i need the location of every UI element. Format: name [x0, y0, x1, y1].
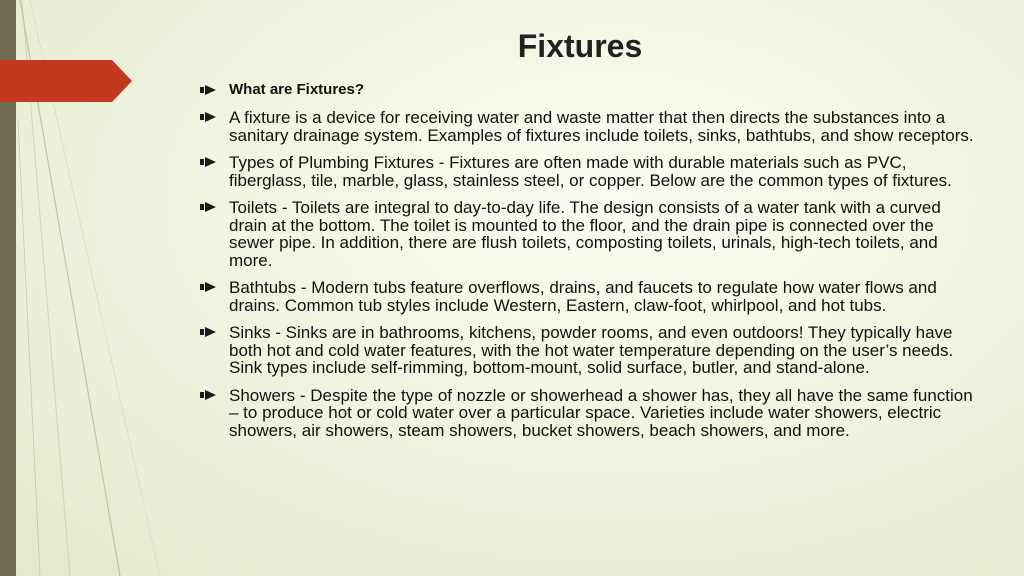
slide-title: Fixtures: [517, 28, 643, 64]
arrow-bullet-icon: [200, 327, 216, 337]
bullet-text: Sinks - Sinks are in bathrooms, kitchens, powder rooms, and even outdoors! They typically have both hot and cold water features, with the hot water temperature depending on the user’s needs. Sink types include self-rimming, bottom-mount, solid surface, butler, and stand-alone.: [229, 323, 954, 377]
arrow-bullet-icon: [200, 202, 216, 212]
bullet-item-definition: [200, 109, 980, 144]
bullet-list: [200, 80, 980, 449]
bullet-text: Bathtubs - Modern tubs feature overflows, drains, and faucets to regulate how water flows and drains. Common tub styles include Western, Eastern, claw-foot, whirlpool, and hot tubs.: [229, 278, 937, 315]
arrow-bullet-icon: [200, 390, 216, 400]
bullet-item-toilets: [200, 199, 980, 269]
bullet-item-bathtubs: [200, 279, 980, 314]
bullet-text: What are Fixtures?: [229, 81, 365, 98]
arrow-bullet-icon: [200, 85, 216, 95]
bullet-item-sinks: [200, 324, 980, 377]
bullet-text: Toilets - Toilets are integral to day-to-day life. The design consists of a water tank with a curved drain at the bottom. The toilet is mounted to the floor, and the drain pipe is connected over the sewer pipe. In addition, there are flush toilets, composting toilets, urinals, high-tech toilets, and more.: [229, 198, 941, 270]
bullet-text: Types of Plumbing Fixtures - Fixtures are often made with durable materials such as PVC, fiberglass, tile, marble, glass, stainless steel, or copper. Below are the common types of fixtures.: [229, 153, 952, 190]
arrow-bullet-icon: [200, 157, 216, 167]
arrow-bullet-icon: [200, 112, 216, 122]
bullet-text: A fixture is a device for receiving water and waste matter that then directs the substances into a sanitary drainage system. Examples of fixtures include toilets, sinks, bathtubs, and show receptors.: [229, 108, 974, 145]
bullet-item-what-are-fixtures: [200, 80, 980, 100]
arrow-bullet-icon: [200, 282, 216, 292]
bullet-text: Showers - Despite the type of nozzle or showerhead a shower has, they all have the same function – to produce hot or cold water over a particular space. Varieties include water showers, electric showers, air showers, steam showers, bucket showers, beach showers, and more.: [229, 385, 973, 440]
bullet-item-types: [200, 154, 980, 189]
bullet-item-showers: [200, 387, 980, 440]
red-title-marker: [0, 60, 132, 102]
